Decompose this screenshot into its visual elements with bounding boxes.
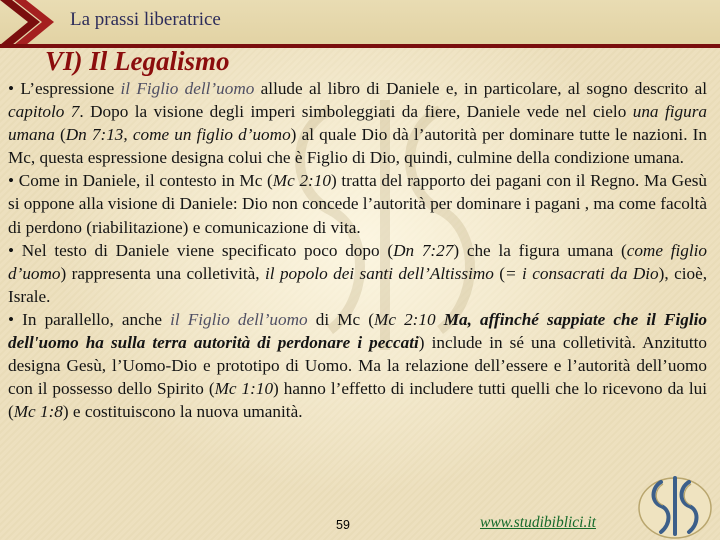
- text-segment: Ma, affinché sappiate che il Figlio dell'uomo ha sulla terra autorità di perdonare i peccati: [8, 309, 707, 353]
- text-segment: • L’espressione: [8, 79, 121, 98]
- text-segment: il popolo dei santi dell’Altissimo: [264, 263, 494, 283]
- text-segment: (: [54, 125, 66, 145]
- slide-title: VI) Il Legalismo: [45, 46, 230, 76]
- body-text: [8, 77, 707, 423]
- text-segment: allude al libro di Daniele e, in particolare, al sogno descrito al: [254, 79, 707, 98]
- text-segment: di Mc (: [307, 309, 375, 329]
- text-segment: ) include in sé una colletività. Anzitutto designa Gesù, l’Uomo-Dio e prototipo di Uomo. Ma la relazione dell’essere e l’autorità dell’uomo con il possesso dello Spirito (: [8, 333, 707, 399]
- studibiblici-logo-icon: [634, 468, 716, 540]
- text-segment: Dn 7:13, come un figlio d’uomo: [65, 125, 291, 145]
- site-link[interactable]: www.studibiblici.it: [480, 514, 596, 531]
- text-segment: ) tratta del rapporto dei pagani con il Regno. Ma Gesù si oppone alla visione di Daniele: Dio non concede l’autorità per dominare i pagani , ma come facoltà di perdono (riabilitazione) e comunicazione di vita.: [8, 171, 707, 237]
- text-segment: il Figlio dell’uomo: [170, 309, 308, 329]
- deck-title: La prassi liberatrice: [70, 9, 221, 30]
- bullet-paragraph: [8, 239, 707, 308]
- text-segment: come figlio d’uomo: [8, 240, 708, 283]
- text-segment: Mc 2:10: [374, 309, 444, 329]
- text-segment: ) hanno l’effetto di includere tutti quelli che lo ricevono da lui (: [8, 379, 707, 422]
- arrow-chevron-icon: [0, 0, 58, 45]
- text-segment: ) al quale Dio dà l’autorità per dominare tutte le nazioni. In Mc, questa espressione designa colui che è Figlio di Dio, quindi, culmine della condizione umana.: [8, 125, 707, 168]
- page-number: 59: [336, 518, 350, 532]
- text-segment: . Dopo la visione degli imperi simboleggiati da fiere, Daniele vede nel cielo: [79, 102, 633, 122]
- text-segment: Mc 1:10: [214, 379, 274, 399]
- bullet-paragraph: [8, 308, 707, 423]
- text-segment: Dn 7:27: [393, 240, 454, 260]
- text-segment: = i consacrati da Dio: [505, 263, 659, 283]
- text-segment: • Nel testo di Daniele viene specificato poco dopo (: [8, 240, 394, 260]
- text-segment: Mc 2:10: [272, 171, 331, 191]
- text-segment: ), cioè, Israle.: [8, 263, 707, 306]
- text-segment: ) rappresenta una colletività,: [60, 263, 265, 283]
- text-segment: il Figlio dell’uomo: [120, 79, 255, 98]
- text-segment: Mc 1:8: [13, 402, 63, 422]
- text-segment: • Come in Daniele, il contesto in Mc (: [8, 171, 273, 191]
- text-segment: capitolo 7: [8, 102, 80, 122]
- text-segment: (: [493, 263, 506, 283]
- text-segment: ) che la figura umana (: [453, 240, 627, 260]
- bullet-paragraph: [8, 77, 707, 169]
- text-segment: ) e costituiscono la nuova umanità.: [62, 402, 303, 422]
- bullet-paragraph: [8, 169, 707, 238]
- text-segment: una figura umana: [8, 102, 707, 145]
- text-segment: • In parallello, anche: [8, 309, 171, 329]
